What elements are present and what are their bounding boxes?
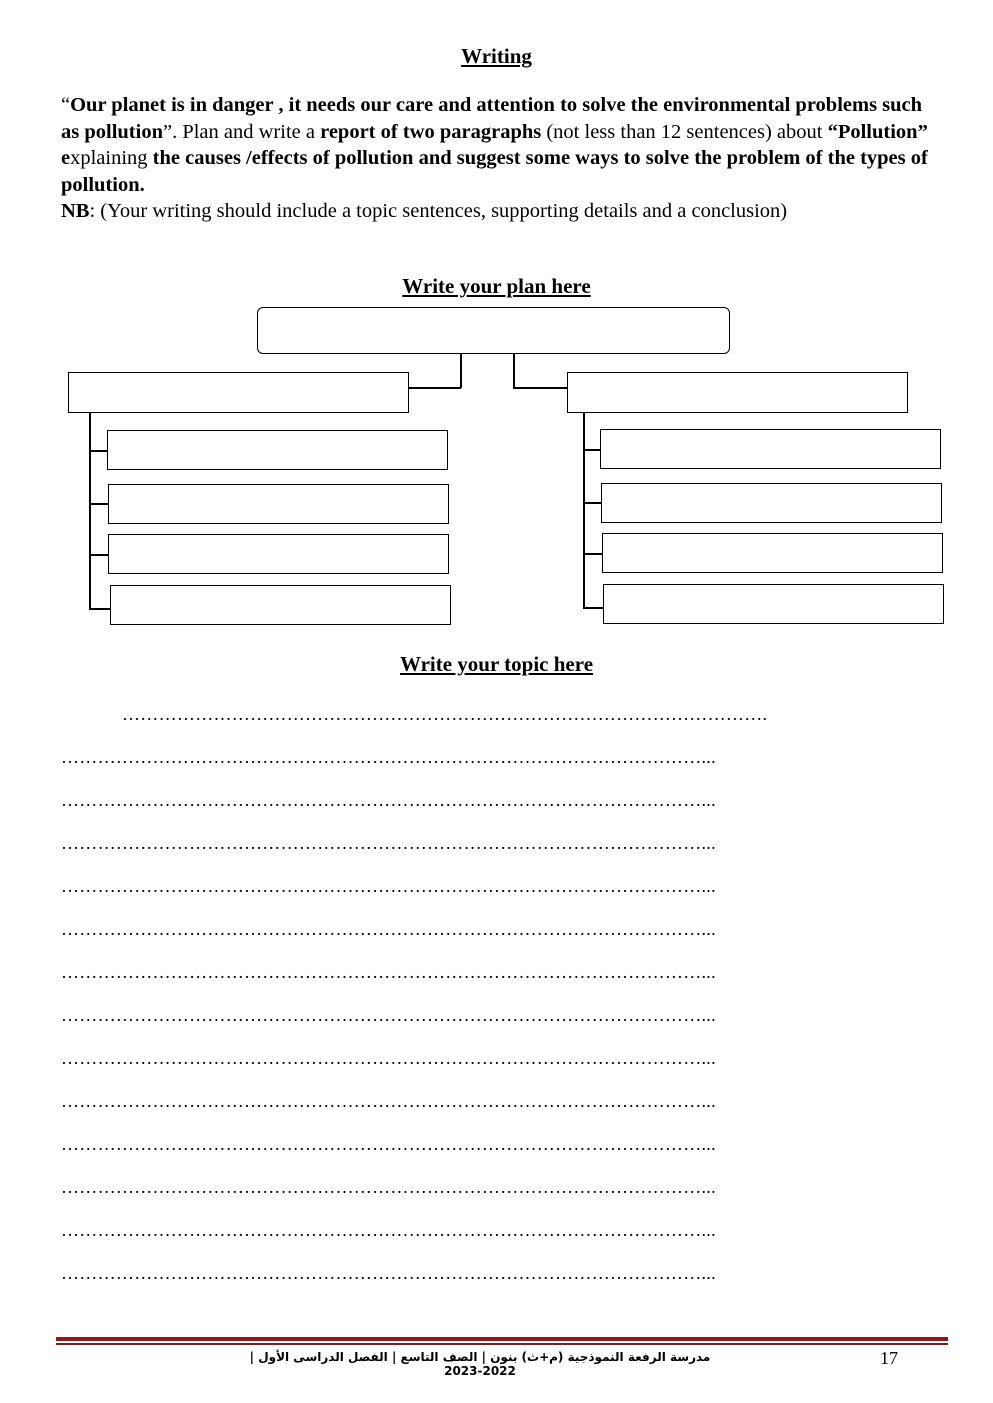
connector — [513, 387, 568, 389]
footer-divider — [56, 1337, 948, 1341]
plan-left-detail-box[interactable] — [110, 585, 451, 625]
writing-line[interactable]: ……………………………………………………………………………………………... — [61, 1005, 716, 1025]
plan-left-detail-box[interactable] — [108, 534, 449, 574]
connector — [583, 553, 602, 555]
connector — [460, 354, 462, 388]
writing-line[interactable]: ……………………………………………………………………………………………... — [61, 833, 716, 853]
connector — [583, 449, 601, 451]
connector — [583, 413, 585, 609]
plan-heading: Write your plan here — [402, 274, 591, 298]
connector — [409, 387, 461, 389]
connector — [89, 503, 108, 505]
topic-heading: Write your topic here — [399, 652, 594, 676]
writing-line[interactable]: ……………………………………………………………………………………………... — [61, 1220, 716, 1240]
writing-line[interactable]: ……………………………………………………………………………………………... — [61, 962, 716, 982]
writing-line[interactable]: ……………………………………………………………………………………………. — [122, 704, 768, 724]
writing-line[interactable]: ……………………………………………………………………………………………... — [61, 1177, 716, 1197]
connector — [89, 450, 107, 452]
plan-right-detail-box[interactable] — [601, 483, 942, 523]
nb-note — [61, 198, 787, 224]
footer-divider-thin — [56, 1343, 948, 1345]
writing-line[interactable]: ……………………………………………………………………………………………... — [61, 1134, 716, 1154]
prompt-text-2: (not less than 12 sentences) about — [541, 120, 828, 143]
prompt-report: report of two paragraphs — [320, 120, 542, 143]
connector — [583, 607, 604, 609]
footer-school-info: مدرسة الرفعة النموذجية (م+ث) بنون | الصف التاسع | الفصل الدراسى الأول | 2022-2023 — [249, 1350, 711, 1378]
nb-text: : (Your writing should include a topic sentences, supporting details and a conclusion) — [89, 200, 788, 222]
writing-line[interactable]: ……………………………………………………………………………………………... — [61, 919, 716, 939]
plan-right-detail-box[interactable] — [600, 429, 941, 469]
prompt-quote-open: “ — [61, 94, 71, 116]
plan-main-box[interactable] — [257, 307, 730, 354]
prompt-text: ”. Plan and write a — [162, 120, 321, 143]
prompt-pollution: “Pollution” e — [61, 120, 928, 169]
writing-line[interactable]: ……………………………………………………………………………………………... — [61, 1048, 716, 1068]
writing-line[interactable]: ……………………………………………………………………………………………... — [61, 790, 716, 810]
plan-right-detail-box[interactable] — [603, 584, 944, 624]
writing-line[interactable]: ……………………………………………………………………………………………... — [61, 747, 716, 767]
prompt-lead: Our planet is in danger , it needs our care and attention to solve the environmental problems such as pollution — [61, 94, 923, 143]
plan-left-detail-box[interactable] — [108, 484, 449, 524]
writing-line[interactable]: ……………………………………………………………………………………………... — [61, 876, 716, 896]
plan-left-box[interactable] — [68, 372, 409, 413]
connector — [583, 502, 602, 504]
connector — [89, 554, 108, 556]
nb-label: NB — [61, 200, 90, 222]
connector — [89, 608, 110, 610]
writing-line[interactable]: ……………………………………………………………………………………………... — [61, 1091, 716, 1111]
plan-right-box[interactable] — [567, 372, 908, 413]
page-number: 17 — [880, 1348, 898, 1368]
writing-prompt — [61, 92, 941, 198]
writing-line[interactable]: ……………………………………………………………………………………………... — [61, 1263, 716, 1283]
page-title: Writing — [461, 44, 532, 68]
prompt-causes: the causes /effects of pollution and suggest some ways to solve the problem of the types of pollution. — [61, 147, 928, 196]
prompt-text-3: xplaining — [70, 147, 153, 169]
plan-left-detail-box[interactable] — [107, 430, 448, 470]
plan-right-detail-box[interactable] — [602, 533, 943, 573]
connector — [89, 413, 91, 609]
connector — [513, 354, 515, 388]
